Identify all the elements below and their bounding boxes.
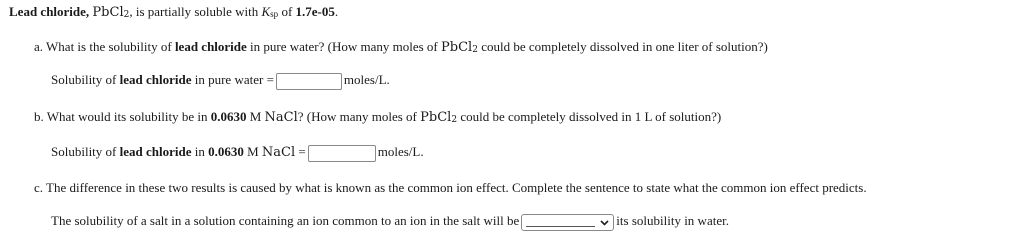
ksp-value: 1.7e-05 <box>295 4 335 19</box>
sentence-c-row: The solubility of a salt in a solution containing an ion common to an ion in the salt will be its solubility in water. <box>51 213 729 231</box>
unit-label: moles/L. <box>377 144 424 159</box>
problem-intro: Lead chloride, PbCl$_2$, is partially soluble with $K_{sp}$ of 1.7e-05. <box>9 4 339 20</box>
question-c: c. The difference in these two results is caused by what is known as the common ion effect. Complete the sentence to state what the common ion effect predicts. <box>34 180 867 195</box>
question-b: b. What would its solubility be in 0.0630 M NaCl? (How many moles of PbCl$_2$ could be completely dissolved in 1 L of solution?) <box>34 109 722 125</box>
solubility-nacl-input[interactable] <box>308 145 376 162</box>
solubility-pure-water-input[interactable] <box>276 73 342 90</box>
intro-subject: Lead chloride <box>9 4 86 19</box>
common-ion-effect-select[interactable] <box>521 214 614 231</box>
unit-label: moles/L. <box>343 72 390 87</box>
intro-formula: PbCl$_2$ <box>92 5 130 20</box>
select-placeholder <box>526 226 595 227</box>
answer-a-row: Solubility of lead chloride in pure water = moles/L. <box>51 72 390 90</box>
question-a: a. What is the solubility of lead chloride in pure water? (How many moles of PbCl$_2$ could be completely dissolved in one liter of solution?) <box>34 39 768 55</box>
answer-b-row: Solubility of lead chloride in 0.0630 M NaCl = moles/L. <box>51 144 424 160</box>
chevron-down-icon <box>599 217 610 228</box>
